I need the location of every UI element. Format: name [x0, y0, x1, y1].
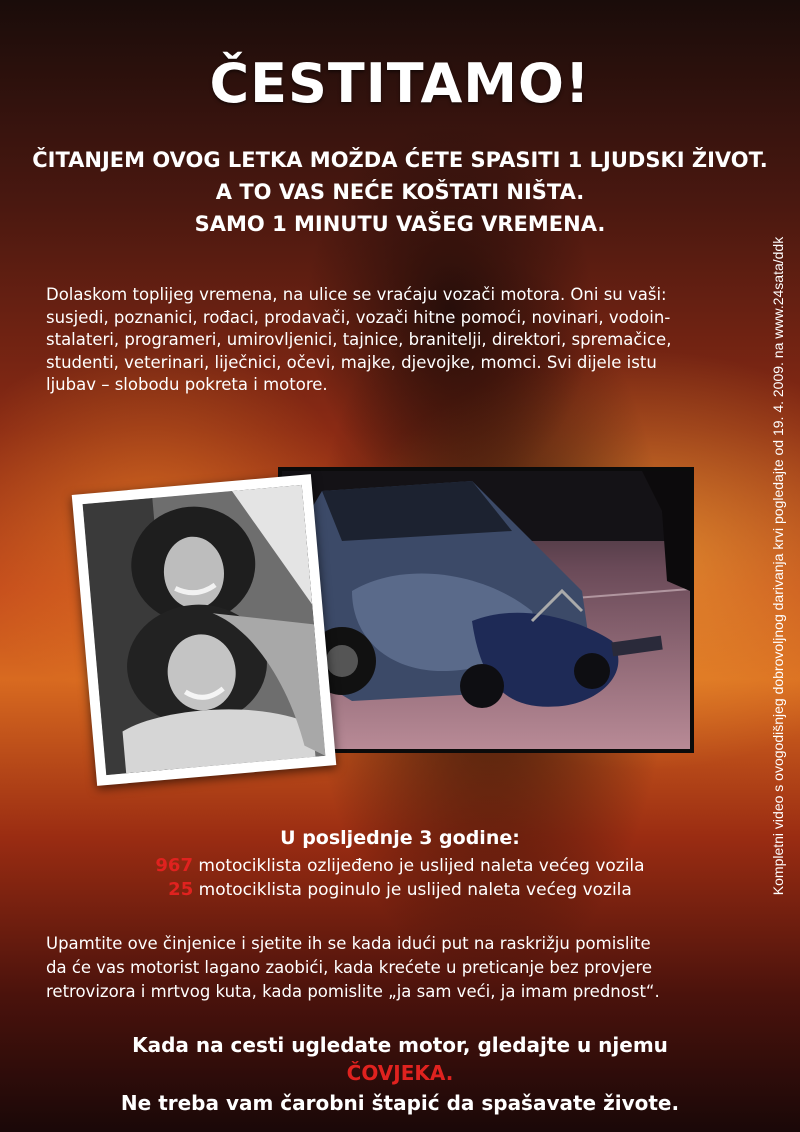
intro-line: ljubav – slobodu pokreta i motore. [46, 375, 328, 394]
side-note: Kompletni video s ovogodišnjeg dobrovoljnog darivanja krvi pogledajte od 19. 4. 2009. na www.24sata/ddk [770, 236, 786, 896]
subheadline-line-1: ČITANJEM OVOG LETKA MOŽDA ĆETE SPASITI 1 LJUDSKI ŽIVOT. [32, 148, 768, 172]
subheadline-line-3: SAMO 1 MINUTU VAŠEG VREMENA. [194, 212, 606, 236]
stat-injured [0, 855, 800, 876]
closing-line-1: Kada na cesti ugledate motor, gledajte u njemu [132, 1033, 668, 1057]
closing-line-2: ČOVJEKA. [346, 1061, 454, 1085]
stat-killed-number: 25 [168, 879, 194, 900]
warning-line: retrovizora i mrtvog kuta, kada pomislite „ja sam veći, ja imam prednost“. [46, 982, 660, 1001]
intro-paragraph [46, 284, 762, 397]
intro-line: studenti, veterinari, liječnici, očevi, majke, djevojke, momci. Svi dijele istu [46, 352, 657, 372]
intro-line: stalateri, programeri, umirovljenici, tajnice, branitelji, direktori, spremačice, [46, 330, 672, 349]
couple-portrait-image [83, 485, 326, 775]
warning-line: da će vas motorist lagano zaobići, kada krećete u preticanje bez provjere [46, 958, 653, 977]
crash-photo [278, 467, 694, 753]
subheadline-line-2: A TO VAS NEĆE KOŠTATI NIŠTA. [215, 180, 585, 204]
stat-injured-number: 967 [155, 855, 193, 876]
warning-paragraph [46, 932, 762, 1004]
closing-line-3: Ne treba vam čarobni štapić da spašavate živote. [120, 1091, 680, 1115]
stat-injured-text: motociklista ozlijeđeno je uslijed naleta većeg vozila [192, 856, 645, 876]
couple-photo [72, 474, 337, 786]
headline: ČESTITAMO! [209, 52, 591, 115]
intro-line: susjedi, poznanici, rođaci, prodavači, vozači hitne pomoći, novinari, vodoin- [46, 307, 671, 327]
warning-line: Upamtite ove činjenice i sjetite ih se kada idući put na raskrižju pomislite [46, 934, 651, 953]
crash-scene-image [282, 471, 690, 749]
intro-line: Dolaskom toplijeg vremena, na ulice se vraćaju vozači motora. Oni su vaši: [46, 285, 667, 304]
stat-killed-text: motociklista poginulo je uslijed naleta većeg vozila [193, 880, 632, 900]
stats-title: U posljednje 3 godine: [280, 827, 520, 849]
stat-killed [0, 879, 800, 900]
